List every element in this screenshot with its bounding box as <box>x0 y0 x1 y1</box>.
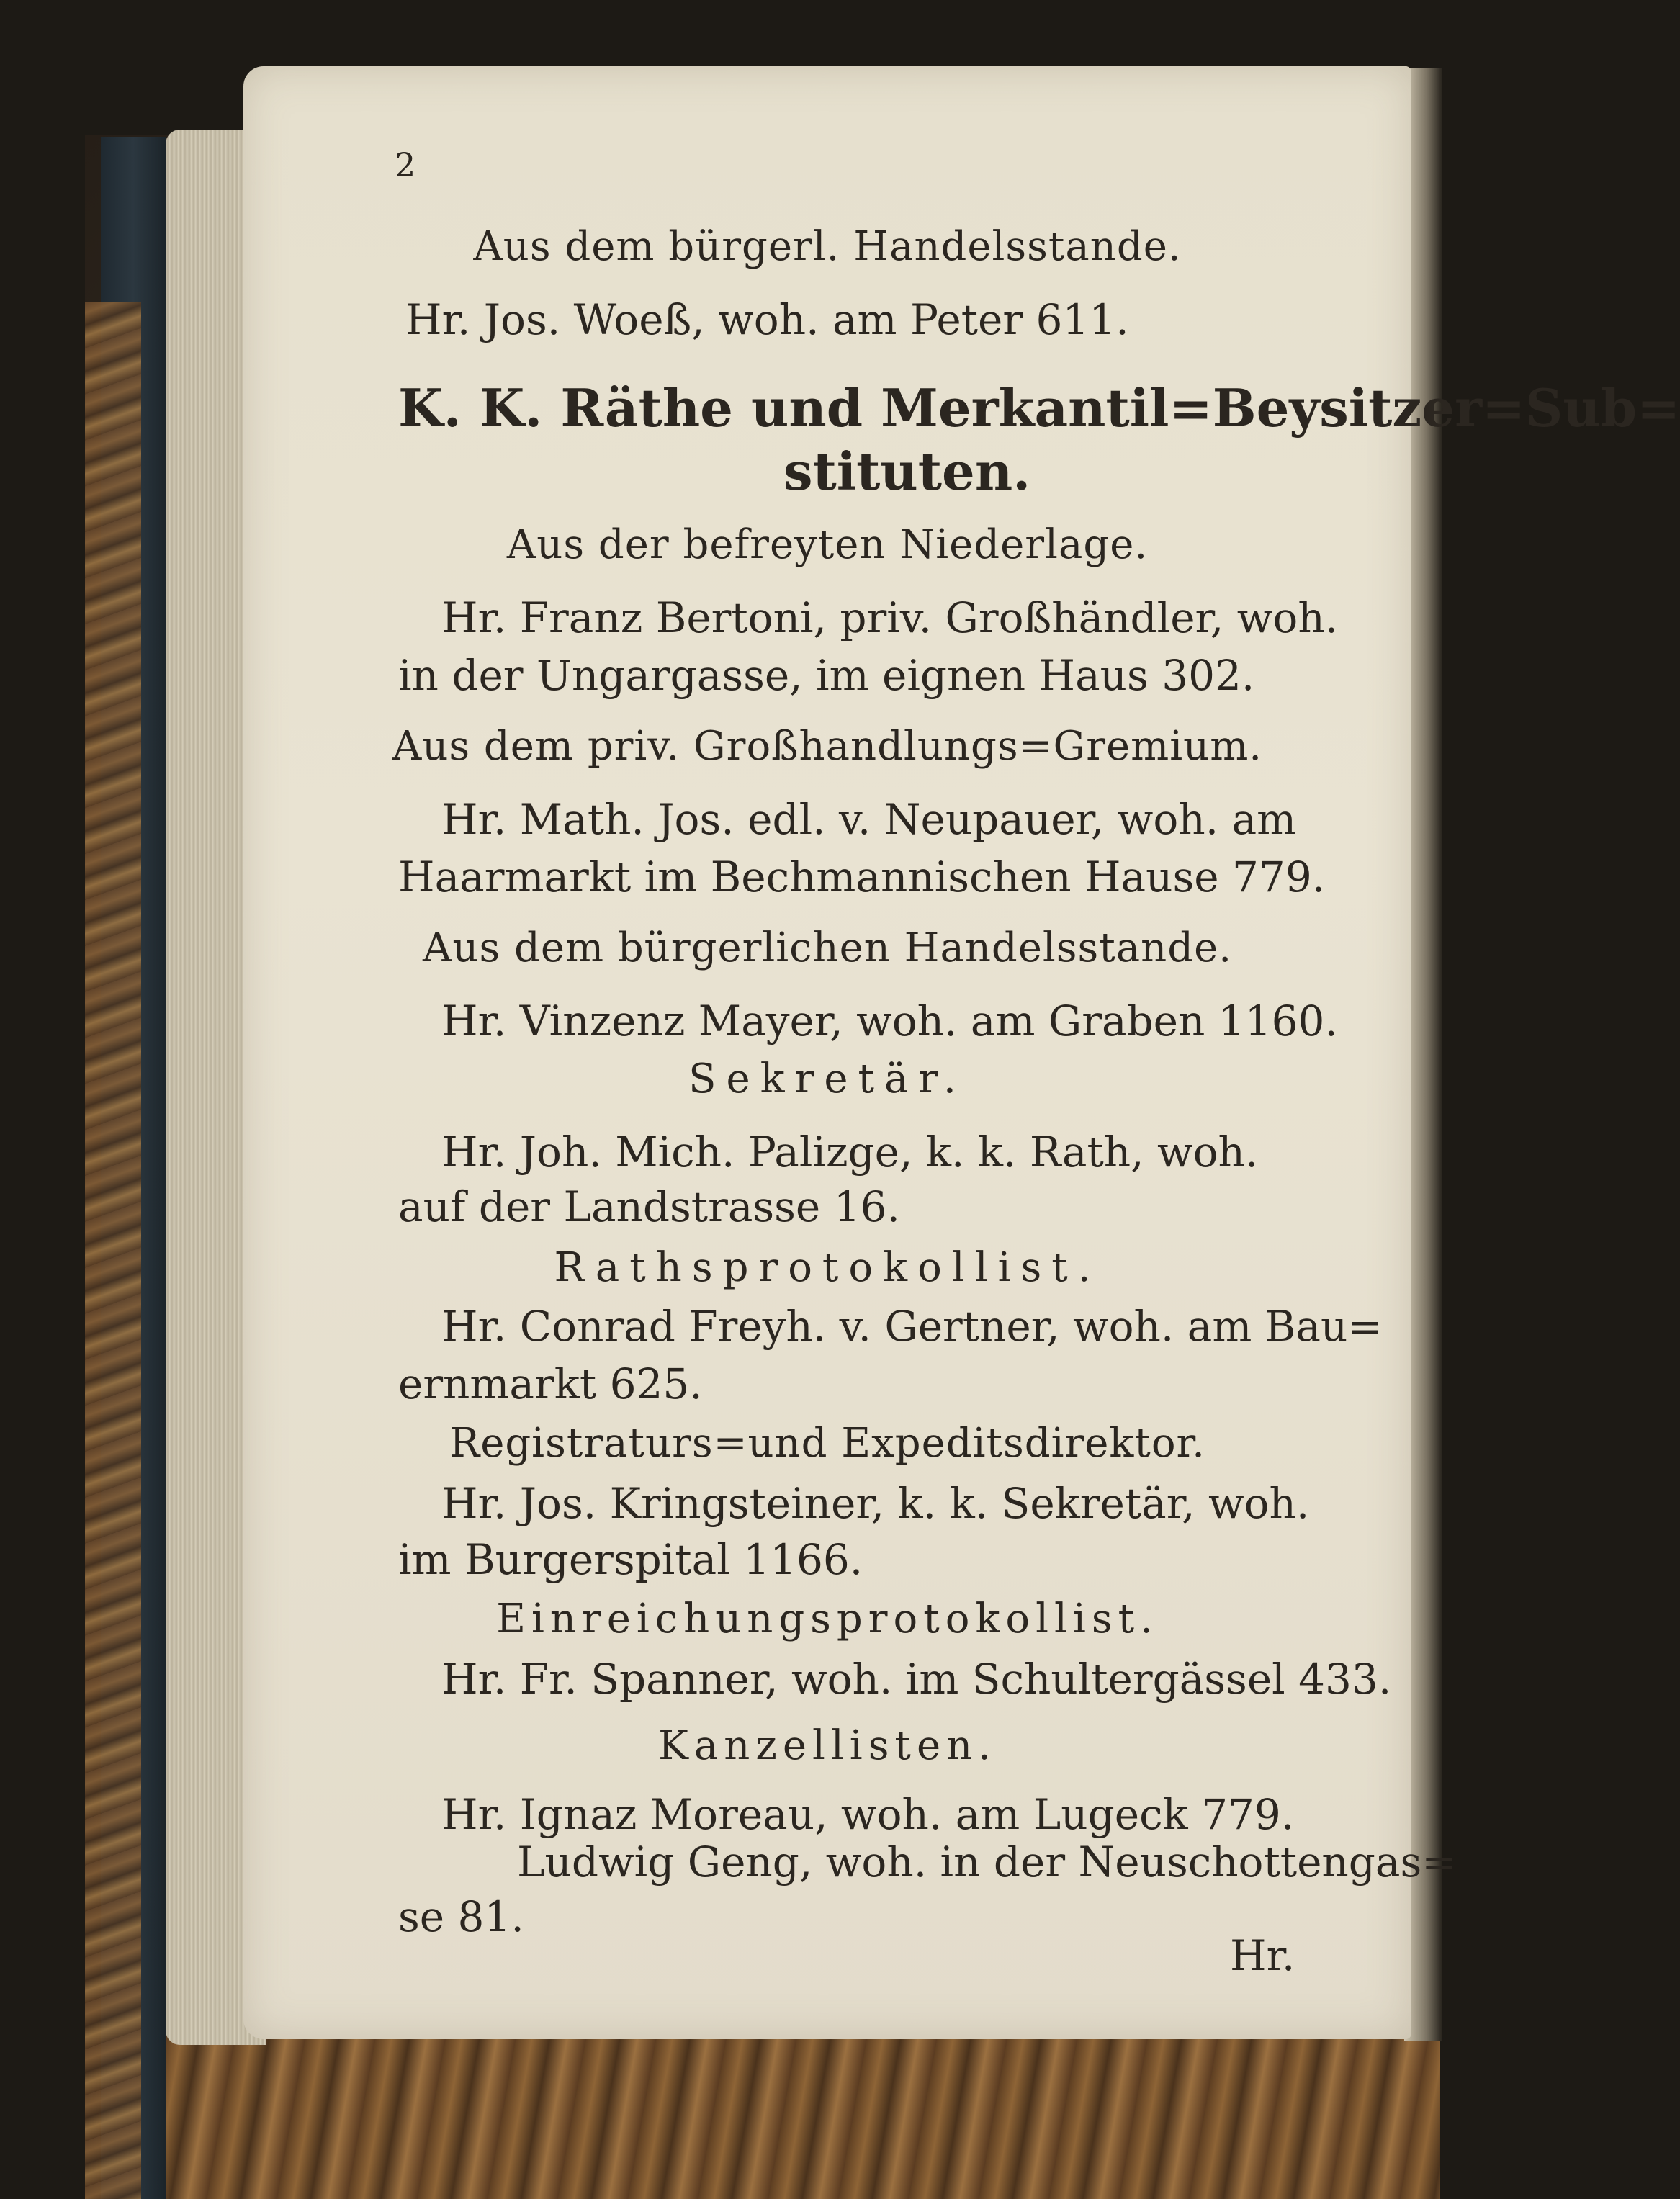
section-heading: Sekretär. <box>688 1056 966 1102</box>
entry-line-continuation: auf der Landstrasse 16. <box>398 1182 900 1231</box>
marbled-board <box>85 302 141 2199</box>
section-heading: Aus dem bürgerlichen Handelsstande. <box>422 925 1233 971</box>
entry-line-continuation: in der Ungargasse, im eignen Haus 302. <box>398 651 1255 700</box>
section-heading: Aus dem bürgerl. Handelsstande. <box>473 223 1182 270</box>
entry-line-continuation: im Burgerspital 1166. <box>398 1535 863 1584</box>
section-heading: Aus der befreyten Niederlage. <box>506 521 1149 568</box>
main-heading-continuation: stituten. <box>783 441 1031 502</box>
section-heading: Einreichungsprotokollist. <box>496 1596 1159 1642</box>
entry-line: Hr. Franz Bertoni, priv. Großhändler, woh. <box>441 593 1339 642</box>
entry-line-continuation: Haarmarkt im Bechmannischen Hause 779. <box>398 853 1326 901</box>
entry-line-continuation: se 81. <box>398 1892 524 1941</box>
entry-line: Hr. Joh. Mich. Palizge, k. k. Rath, woh. <box>441 1128 1259 1177</box>
main-heading: K. K. Räthe und Merkantil=Beysitzer=Sub= <box>398 377 1680 439</box>
marbled-board-bottom <box>166 2035 1440 2199</box>
section-heading: Kanzellisten. <box>658 1722 997 1769</box>
catchword: Hr. <box>1230 1931 1295 1980</box>
section-heading: Aus dem priv. Großhandlungs=Gremium. <box>392 723 1263 770</box>
entry-line-continuation: ernmarkt 625. <box>398 1359 703 1408</box>
entry-line: Hr. Jos. Kringsteiner, k. k. Sekretär, woh. <box>441 1479 1310 1528</box>
page-number: 2 <box>395 145 416 184</box>
entry-line: Hr. Jos. Woeß, woh. am Peter 611. <box>405 295 1129 344</box>
book-page <box>243 66 1680 2039</box>
entry-line: Hr. Fr. Spanner, woh. im Schultergässel 433. <box>441 1655 1392 1704</box>
entry-line: Hr. Ignaz Moreau, woh. am Lugeck 779. <box>441 1790 1295 1839</box>
section-heading: Rathsprotokollist. <box>554 1244 1101 1291</box>
entry-line: Hr. Math. Jos. edl. v. Neupauer, woh. am <box>441 795 1297 844</box>
section-heading: Registraturs=und Expeditsdirektor. <box>449 1420 1205 1467</box>
entry-line: Ludwig Geng, woh. in der Neuschottengas= <box>517 1838 1457 1887</box>
entry-line: Hr. Vinzenz Mayer, woh. am Graben 1160. <box>441 997 1338 1045</box>
entry-line: Hr. Conrad Freyh. v. Gertner, woh. am Bau= <box>441 1302 1383 1351</box>
